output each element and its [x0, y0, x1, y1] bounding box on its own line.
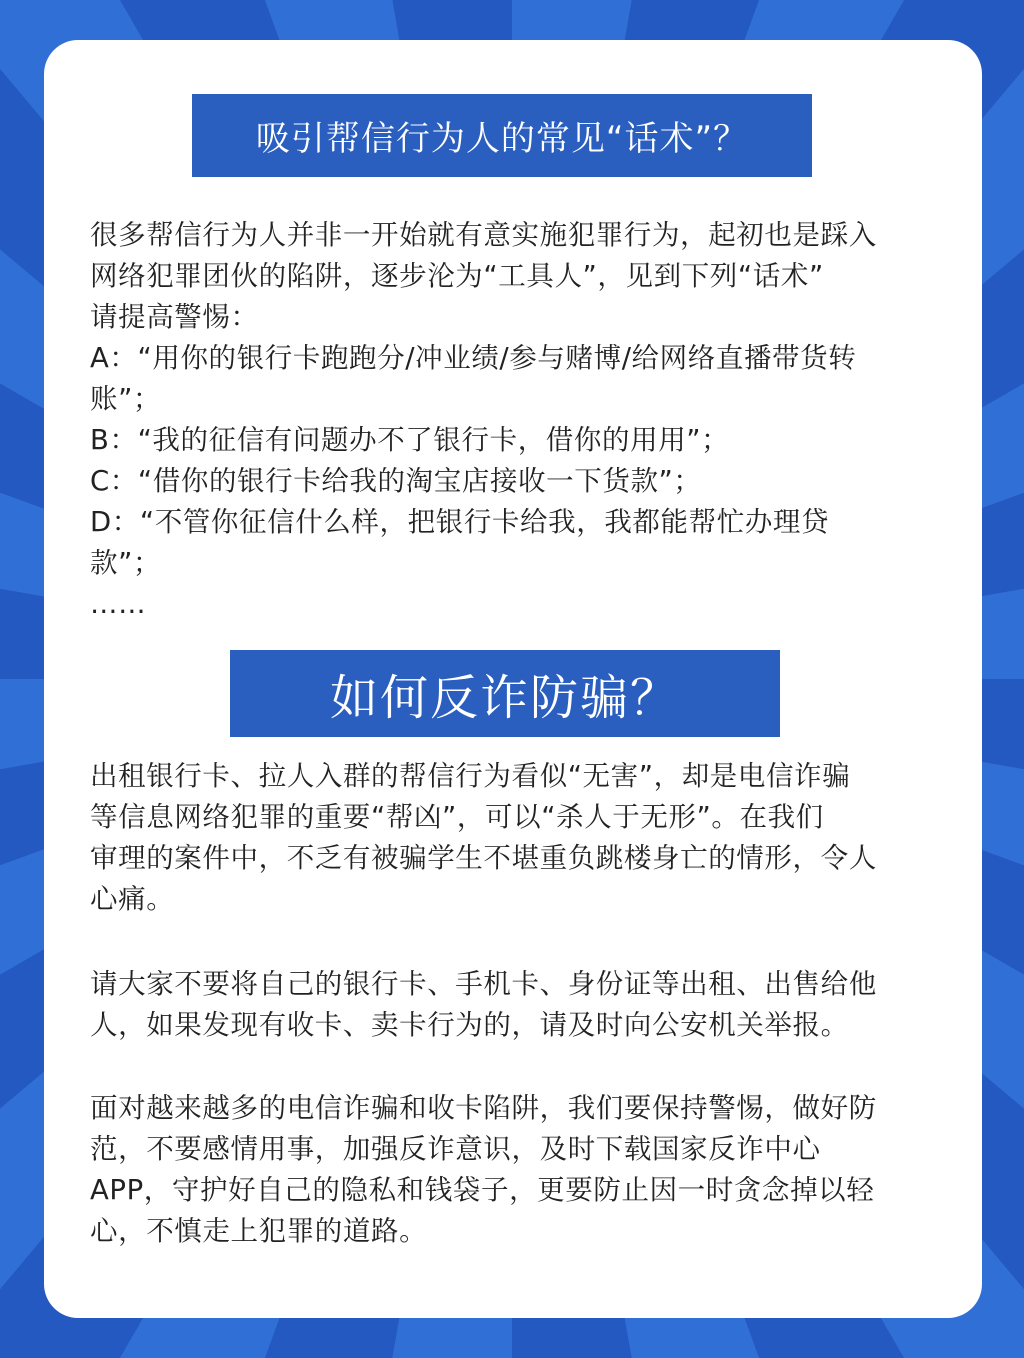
section2-title-banner	[230, 650, 780, 737]
body-line: 网络犯罪团伙的陷阱，逐步沦为“工具人”，见到下列“话术”	[90, 260, 824, 292]
section2-paragraph-3	[90, 1088, 942, 1252]
option-d-line-cont: 款”；	[90, 547, 162, 579]
section1-title-banner	[192, 94, 812, 177]
content-card	[44, 40, 982, 1318]
section2-title: 如何反诈防骗？	[329, 670, 680, 726]
body-line: 审理的案件中，不乏有被骗学生不堪重负跳楼身亡的情形，令人	[90, 842, 877, 874]
body-line: 范，不要感情用事，加强反诈意识，及时下载国家反诈中心	[90, 1133, 821, 1165]
body-line: 心，不慎走上犯罪的道路。	[90, 1215, 428, 1247]
body-line: 出租银行卡、拉人入群的帮信行为看似“无害”，却是电信诈骗	[90, 760, 851, 792]
option-a-line-cont: 账”；	[90, 383, 162, 415]
option-b-line: B：“我的征信有问题办不了银行卡，借你的用用”；	[90, 424, 730, 456]
body-line: 很多帮信行为人并非一开始就有意实施犯罪行为，起初也是踩入	[90, 219, 877, 251]
body-line: 人，如果发现有收卡、卖卡行为的，请及时向公安机关举报。	[90, 1009, 849, 1041]
section1-title: 吸引帮信行为人的常见“话术”？	[255, 119, 749, 159]
body-line: 面对越来越多的电信诈骗和收卡陷阱，我们要保持警惕，做好防	[90, 1092, 877, 1124]
body-line: 请提高警惕：	[90, 301, 259, 333]
option-c-line: C：“借你的银行卡给我的淘宝店接收一下货款”；	[90, 465, 702, 497]
section1-body	[90, 215, 942, 625]
section2-paragraph-2	[90, 964, 942, 1046]
option-a-line: A：“用你的银行卡跑跑分/冲业绩/参与赌博/给网络直播带货转	[90, 342, 857, 374]
body-line: 等信息网络犯罪的重要“帮凶”，可以“杀人于无形”。在我们	[90, 801, 824, 833]
body-line: 请大家不要将自己的银行卡、手机卡、身份证等出租、出售给他	[90, 968, 877, 1000]
section2-paragraph-1	[90, 756, 942, 920]
body-line: APP，守护好自己的隐私和钱袋子，更要防止因一时贪念掉以轻	[90, 1174, 875, 1206]
option-d-line: D：“不管你征信什么样，把银行卡给我，我都能帮忙办理贷	[90, 506, 830, 538]
body-line: 心痛。	[90, 883, 175, 915]
ellipsis-line: ……	[90, 588, 147, 620]
